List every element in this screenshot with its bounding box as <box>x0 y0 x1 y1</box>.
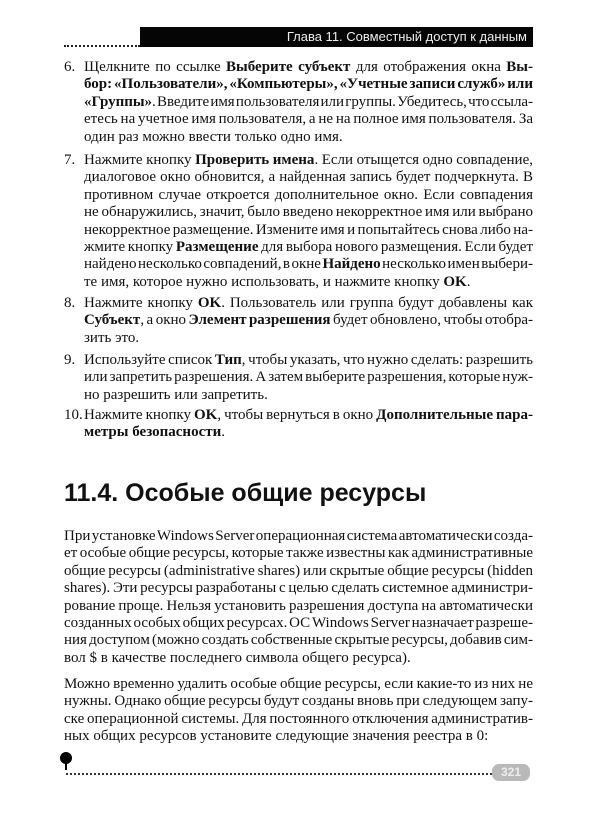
text-line <box>84 256 533 273</box>
text-run: shares). Эти ресурсы разработаны с целью сделать системное администри- <box>64 580 533 597</box>
text-line <box>84 76 533 93</box>
text-run: Нажмите кнопку <box>84 152 196 168</box>
text-run: но разрешить или запретить. <box>84 386 268 403</box>
footer-bullet-stem <box>65 762 67 770</box>
text-run: Используйте список <box>84 352 215 368</box>
text-line <box>84 169 533 186</box>
text-run: найдено несколько совпадений, в окне <box>84 256 323 273</box>
list-number: 10. <box>64 407 83 423</box>
text-line <box>64 632 533 649</box>
list-item <box>64 59 533 146</box>
text-run: не обнаружились, значит, было введено некорректное имя или выбрано <box>84 204 533 221</box>
text-run: Нажмите кнопку <box>84 407 194 423</box>
text-run: . Введите имя пользователя или группы. Убедитесь, что ссыла- <box>152 93 533 110</box>
bold-term: Проверить имена <box>195 152 315 168</box>
text-run: Нажмите кнопку <box>84 295 198 311</box>
list-item <box>64 152 533 291</box>
bold-term: Выберите субъект <box>226 59 351 75</box>
bold-term: Размещение <box>175 238 259 255</box>
text-run: , чтобы вернуться в окно <box>217 407 377 423</box>
bold-term: Найдено <box>322 256 381 273</box>
header-dotted-rule <box>64 45 140 47</box>
text-run: Щелкните по ссылке <box>84 59 227 75</box>
text-run: диалоговое окно обновится, а найденная запись будет подчеркнута. В <box>84 169 533 186</box>
text-run: для выбора нового размещения. Если будет <box>258 238 533 255</box>
text-line <box>64 528 533 545</box>
list-item <box>64 295 533 347</box>
text-line <box>84 187 533 204</box>
text-run: . Пользователь или группа будут добавлены как <box>221 295 533 311</box>
text-line <box>64 728 533 745</box>
text-line <box>64 545 533 562</box>
text-line <box>84 94 533 111</box>
bold-term: Тип <box>214 352 242 368</box>
text-run: ния доступом (можно создать собственные скрытые ресурсы, добавив сим- <box>64 632 533 649</box>
list-number: 8. <box>64 295 76 311</box>
text-line <box>84 295 533 312</box>
list-number: 6. <box>64 59 76 75</box>
text-run: один раз можно ввести только одно имя. <box>84 128 343 145</box>
text-line <box>64 563 533 580</box>
bold-term: OK <box>443 273 467 290</box>
text-line <box>84 204 533 221</box>
text-line <box>84 424 533 441</box>
text-line <box>64 711 533 728</box>
text-line <box>84 239 533 256</box>
text-line <box>64 693 533 710</box>
text-run: противном случае откроется дополнительное окно. Если совпадения <box>84 186 533 203</box>
text-line <box>64 580 533 597</box>
text-line <box>84 387 533 404</box>
text-run: ет особые общие ресурсы, которые также известны как административные <box>64 545 533 562</box>
list-number: 7. <box>64 152 76 168</box>
text-run: . <box>466 273 471 290</box>
text-run: , чтобы указать, что нужно сделать: разрешить <box>241 352 533 368</box>
list-number: 9. <box>64 352 76 368</box>
section-heading: 11.4. Особые общие ресурсы <box>64 479 427 507</box>
text-line <box>84 129 533 146</box>
text-line <box>84 312 533 329</box>
text-line <box>64 650 533 667</box>
text-run: вол $ в качестве последнего символа общего ресурса). <box>64 649 411 666</box>
text-run: нужны. Однако общие ресурсы будут созданы вновь при следующем запу- <box>64 693 533 710</box>
bold-term: Элемент разрешения <box>188 312 331 329</box>
text-run: жмите кнопку <box>84 238 176 255</box>
bold-term: Дополнительные пара- <box>376 407 533 423</box>
text-run: для отображения окна <box>350 59 507 75</box>
text-run: . Если отыщется одно совпадение, <box>314 152 533 168</box>
list-item <box>64 407 533 442</box>
text-run: некорректное размещение. Измените имя и попытайтесь снова либо на- <box>84 221 533 238</box>
text-line <box>84 407 533 424</box>
text-run: При установке Windows Server операционная система автоматически созда- <box>64 528 533 544</box>
text-run: . <box>221 424 225 441</box>
text-run: рование проще. Нельзя установить разрешения доступа на автоматически <box>64 597 533 614</box>
text-run: будет обновлено, чтобы отобра- <box>330 312 533 329</box>
text-line <box>84 274 533 291</box>
text-run: Можно временно удалить особые общие ресурсы, если какие-то из них не <box>64 676 533 692</box>
bold-term: бор: «Пользователи», «Компьютеры», «Учетные записи служб» или <box>84 76 533 93</box>
text-line <box>64 598 533 615</box>
text-run: несколько имен выбери- <box>380 256 533 273</box>
text-line <box>84 152 533 169</box>
bold-term: OK <box>193 407 218 423</box>
text-line <box>84 352 533 369</box>
text-run: зить это. <box>84 329 140 346</box>
paragraph <box>64 676 533 746</box>
text-run: ных общих ресурсов установите следующие значения реестра в 0: <box>64 728 489 745</box>
text-run: или запретить разрешения. А затем выберите разрешения, которые нуж- <box>84 369 533 386</box>
running-header <box>140 27 533 47</box>
bold-term: «Группы» <box>84 93 153 110</box>
text-line <box>84 369 533 386</box>
chapter-title: Глава 11. Совместный доступ к данным <box>286 29 527 44</box>
list-item <box>64 352 533 404</box>
text-run: , а окно <box>140 312 189 329</box>
text-run: созданных особых общих ресурсах. ОС Windows Server назначает разреше- <box>64 614 533 631</box>
text-run: етесь на учетное имя пользователя, а не на полное имя пользователя. За <box>84 111 533 128</box>
paragraph <box>64 528 533 667</box>
text-line <box>84 222 533 239</box>
bold-term: OK <box>197 295 222 311</box>
text-line <box>64 615 533 632</box>
text-line <box>64 676 533 693</box>
text-line <box>84 330 533 347</box>
bold-term: Вы- <box>506 59 533 75</box>
bold-term: метры безопасности <box>84 424 222 441</box>
bold-term: Субъект <box>84 312 141 329</box>
footer-dotted-rule <box>66 773 492 775</box>
text-run: те имя, которое нужно использовать, и нажмите кнопку <box>84 273 444 290</box>
text-run: общие ресурсы (administrative shares) или скрытые общие ресурсы (hidden <box>64 562 533 579</box>
page-number: 321 <box>492 764 530 781</box>
text-line <box>84 59 533 76</box>
text-line <box>84 111 533 128</box>
text-run: ске операционной системы. Для постоянного отключения административ- <box>64 710 533 727</box>
